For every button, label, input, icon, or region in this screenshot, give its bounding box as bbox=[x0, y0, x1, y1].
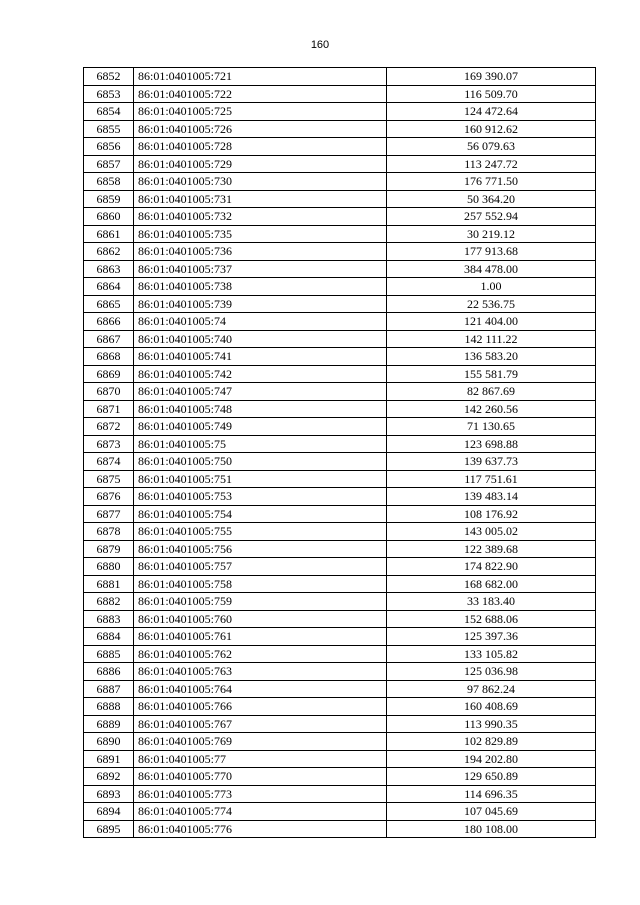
cadastral-number-cell: 86:01:0401005:748 bbox=[134, 400, 387, 418]
cadastral-number-cell: 86:01:0401005:770 bbox=[134, 768, 387, 786]
row-number-cell: 6895 bbox=[84, 820, 134, 838]
value-cell: 160 912.62 bbox=[387, 120, 596, 138]
row-number-cell: 6864 bbox=[84, 278, 134, 296]
cadastral-number-cell: 86:01:0401005:760 bbox=[134, 610, 387, 628]
cadastral-number-cell: 86:01:0401005:761 bbox=[134, 628, 387, 646]
row-number-cell: 6860 bbox=[84, 208, 134, 226]
table-row bbox=[84, 383, 596, 401]
cadastral-number-cell: 86:01:0401005:754 bbox=[134, 505, 387, 523]
table-row bbox=[84, 295, 596, 313]
value-cell: 124 472.64 bbox=[387, 103, 596, 121]
registry-table-body bbox=[84, 68, 596, 838]
row-number-cell: 6881 bbox=[84, 575, 134, 593]
value-cell: 123 698.88 bbox=[387, 435, 596, 453]
value-cell: 102 829.89 bbox=[387, 733, 596, 751]
cadastral-number-cell: 86:01:0401005:762 bbox=[134, 645, 387, 663]
row-number-cell: 6858 bbox=[84, 173, 134, 191]
table-row bbox=[84, 680, 596, 698]
value-cell: 108 176.92 bbox=[387, 505, 596, 523]
cadastral-number-cell: 86:01:0401005:725 bbox=[134, 103, 387, 121]
table-row bbox=[84, 400, 596, 418]
table-row bbox=[84, 593, 596, 611]
cadastral-number-cell: 86:01:0401005:737 bbox=[134, 260, 387, 278]
table-row bbox=[84, 190, 596, 208]
cadastral-number-cell: 86:01:0401005:758 bbox=[134, 575, 387, 593]
row-number-cell: 6866 bbox=[84, 313, 134, 331]
table-row bbox=[84, 278, 596, 296]
table-row bbox=[84, 733, 596, 751]
row-number-cell: 6891 bbox=[84, 750, 134, 768]
table-row bbox=[84, 575, 596, 593]
value-cell: 125 036.98 bbox=[387, 663, 596, 681]
row-number-cell: 6877 bbox=[84, 505, 134, 523]
cadastral-number-cell: 86:01:0401005:722 bbox=[134, 85, 387, 103]
cadastral-number-cell: 86:01:0401005:730 bbox=[134, 173, 387, 191]
value-cell: 107 045.69 bbox=[387, 803, 596, 821]
row-number-cell: 6871 bbox=[84, 400, 134, 418]
table-row bbox=[84, 243, 596, 261]
value-cell: 114 696.35 bbox=[387, 785, 596, 803]
table-row bbox=[84, 435, 596, 453]
value-cell: 139 637.73 bbox=[387, 453, 596, 471]
table-row bbox=[84, 103, 596, 121]
row-number-cell: 6886 bbox=[84, 663, 134, 681]
row-number-cell: 6892 bbox=[84, 768, 134, 786]
table-row bbox=[84, 768, 596, 786]
table-row bbox=[84, 418, 596, 436]
value-cell: 129 650.89 bbox=[387, 768, 596, 786]
row-number-cell: 6894 bbox=[84, 803, 134, 821]
value-cell: 174 822.90 bbox=[387, 558, 596, 576]
cadastral-number-cell: 86:01:0401005:756 bbox=[134, 540, 387, 558]
cadastral-number-cell: 86:01:0401005:747 bbox=[134, 383, 387, 401]
value-cell: 33 183.40 bbox=[387, 593, 596, 611]
table-row bbox=[84, 645, 596, 663]
value-cell: 194 202.80 bbox=[387, 750, 596, 768]
value-cell: 117 751.61 bbox=[387, 470, 596, 488]
table-row bbox=[84, 750, 596, 768]
value-cell: 122 389.68 bbox=[387, 540, 596, 558]
row-number-cell: 6867 bbox=[84, 330, 134, 348]
value-cell: 133 105.82 bbox=[387, 645, 596, 663]
table-row bbox=[84, 663, 596, 681]
table-row bbox=[84, 610, 596, 628]
value-cell: 177 913.68 bbox=[387, 243, 596, 261]
cadastral-number-cell: 86:01:0401005:741 bbox=[134, 348, 387, 366]
row-number-cell: 6876 bbox=[84, 488, 134, 506]
table-row bbox=[84, 453, 596, 471]
table-row bbox=[84, 628, 596, 646]
row-number-cell: 6857 bbox=[84, 155, 134, 173]
table-row bbox=[84, 173, 596, 191]
cadastral-number-cell: 86:01:0401005:764 bbox=[134, 680, 387, 698]
value-cell: 155 581.79 bbox=[387, 365, 596, 383]
cadastral-number-cell: 86:01:0401005:740 bbox=[134, 330, 387, 348]
value-cell: 116 509.70 bbox=[387, 85, 596, 103]
table-row bbox=[84, 348, 596, 366]
row-number-cell: 6854 bbox=[84, 103, 134, 121]
value-cell: 82 867.69 bbox=[387, 383, 596, 401]
value-cell: 71 130.65 bbox=[387, 418, 596, 436]
row-number-cell: 6890 bbox=[84, 733, 134, 751]
registry-table bbox=[83, 67, 596, 838]
row-number-cell: 6879 bbox=[84, 540, 134, 558]
row-number-cell: 6873 bbox=[84, 435, 134, 453]
table-row bbox=[84, 138, 596, 156]
value-cell: 180 108.00 bbox=[387, 820, 596, 838]
value-cell: 152 688.06 bbox=[387, 610, 596, 628]
row-number-cell: 6859 bbox=[84, 190, 134, 208]
value-cell: 136 583.20 bbox=[387, 348, 596, 366]
table-row bbox=[84, 330, 596, 348]
value-cell: 142 111.22 bbox=[387, 330, 596, 348]
cadastral-number-cell: 86:01:0401005:749 bbox=[134, 418, 387, 436]
value-cell: 125 397.36 bbox=[387, 628, 596, 646]
value-cell: 168 682.00 bbox=[387, 575, 596, 593]
row-number-cell: 6856 bbox=[84, 138, 134, 156]
cadastral-number-cell: 86:01:0401005:728 bbox=[134, 138, 387, 156]
value-cell: 176 771.50 bbox=[387, 173, 596, 191]
table-row bbox=[84, 698, 596, 716]
row-number-cell: 6882 bbox=[84, 593, 134, 611]
row-number-cell: 6855 bbox=[84, 120, 134, 138]
cadastral-number-cell: 86:01:0401005:773 bbox=[134, 785, 387, 803]
value-cell: 143 005.02 bbox=[387, 523, 596, 541]
row-number-cell: 6861 bbox=[84, 225, 134, 243]
row-number-cell: 6872 bbox=[84, 418, 134, 436]
cadastral-number-cell: 86:01:0401005:75 bbox=[134, 435, 387, 453]
table-row bbox=[84, 540, 596, 558]
table-row bbox=[84, 260, 596, 278]
table-row bbox=[84, 558, 596, 576]
cadastral-number-cell: 86:01:0401005:767 bbox=[134, 715, 387, 733]
value-cell: 121 404.00 bbox=[387, 313, 596, 331]
table-row bbox=[84, 155, 596, 173]
row-number-cell: 6883 bbox=[84, 610, 134, 628]
cadastral-number-cell: 86:01:0401005:736 bbox=[134, 243, 387, 261]
row-number-cell: 6889 bbox=[84, 715, 134, 733]
row-number-cell: 6885 bbox=[84, 645, 134, 663]
cadastral-number-cell: 86:01:0401005:776 bbox=[134, 820, 387, 838]
value-cell: 30 219.12 bbox=[387, 225, 596, 243]
cadastral-number-cell: 86:01:0401005:74 bbox=[134, 313, 387, 331]
cadastral-number-cell: 86:01:0401005:721 bbox=[134, 68, 387, 86]
row-number-cell: 6884 bbox=[84, 628, 134, 646]
cadastral-number-cell: 86:01:0401005:755 bbox=[134, 523, 387, 541]
table-row bbox=[84, 803, 596, 821]
table-row bbox=[84, 85, 596, 103]
cadastral-number-cell: 86:01:0401005:751 bbox=[134, 470, 387, 488]
row-number-cell: 6868 bbox=[84, 348, 134, 366]
cadastral-number-cell: 86:01:0401005:738 bbox=[134, 278, 387, 296]
cadastral-number-cell: 86:01:0401005:739 bbox=[134, 295, 387, 313]
row-number-cell: 6862 bbox=[84, 243, 134, 261]
cadastral-number-cell: 86:01:0401005:735 bbox=[134, 225, 387, 243]
cadastral-number-cell: 86:01:0401005:731 bbox=[134, 190, 387, 208]
value-cell: 50 364.20 bbox=[387, 190, 596, 208]
table-row bbox=[84, 365, 596, 383]
row-number-cell: 6887 bbox=[84, 680, 134, 698]
cadastral-number-cell: 86:01:0401005:769 bbox=[134, 733, 387, 751]
cadastral-number-cell: 86:01:0401005:774 bbox=[134, 803, 387, 821]
row-number-cell: 6880 bbox=[84, 558, 134, 576]
cadastral-number-cell: 86:01:0401005:753 bbox=[134, 488, 387, 506]
table-row bbox=[84, 505, 596, 523]
value-cell: 160 408.69 bbox=[387, 698, 596, 716]
table-row bbox=[84, 785, 596, 803]
value-cell: 384 478.00 bbox=[387, 260, 596, 278]
value-cell: 113 990.35 bbox=[387, 715, 596, 733]
value-cell: 169 390.07 bbox=[387, 68, 596, 86]
row-number-cell: 6853 bbox=[84, 85, 134, 103]
row-number-cell: 6869 bbox=[84, 365, 134, 383]
value-cell: 142 260.56 bbox=[387, 400, 596, 418]
row-number-cell: 6893 bbox=[84, 785, 134, 803]
row-number-cell: 6865 bbox=[84, 295, 134, 313]
value-cell: 1.00 bbox=[387, 278, 596, 296]
value-cell: 139 483.14 bbox=[387, 488, 596, 506]
value-cell: 22 536.75 bbox=[387, 295, 596, 313]
table-row bbox=[84, 523, 596, 541]
table-row bbox=[84, 715, 596, 733]
value-cell: 97 862.24 bbox=[387, 680, 596, 698]
value-cell: 56 079.63 bbox=[387, 138, 596, 156]
row-number-cell: 6888 bbox=[84, 698, 134, 716]
row-number-cell: 6878 bbox=[84, 523, 134, 541]
cadastral-number-cell: 86:01:0401005:729 bbox=[134, 155, 387, 173]
cadastral-number-cell: 86:01:0401005:766 bbox=[134, 698, 387, 716]
table-row bbox=[84, 68, 596, 86]
cadastral-number-cell: 86:01:0401005:763 bbox=[134, 663, 387, 681]
cadastral-number-cell: 86:01:0401005:759 bbox=[134, 593, 387, 611]
value-cell: 113 247.72 bbox=[387, 155, 596, 173]
table-row bbox=[84, 225, 596, 243]
page-number: 160 bbox=[310, 39, 330, 51]
table-row bbox=[84, 120, 596, 138]
cadastral-number-cell: 86:01:0401005:77 bbox=[134, 750, 387, 768]
cadastral-number-cell: 86:01:0401005:757 bbox=[134, 558, 387, 576]
cadastral-number-cell: 86:01:0401005:750 bbox=[134, 453, 387, 471]
table-row bbox=[84, 208, 596, 226]
row-number-cell: 6863 bbox=[84, 260, 134, 278]
row-number-cell: 6874 bbox=[84, 453, 134, 471]
cadastral-number-cell: 86:01:0401005:732 bbox=[134, 208, 387, 226]
cadastral-number-cell: 86:01:0401005:742 bbox=[134, 365, 387, 383]
row-number-cell: 6875 bbox=[84, 470, 134, 488]
table-row bbox=[84, 313, 596, 331]
table-row bbox=[84, 820, 596, 838]
row-number-cell: 6870 bbox=[84, 383, 134, 401]
row-number-cell: 6852 bbox=[84, 68, 134, 86]
value-cell: 257 552.94 bbox=[387, 208, 596, 226]
cadastral-number-cell: 86:01:0401005:726 bbox=[134, 120, 387, 138]
table-row bbox=[84, 488, 596, 506]
table-row bbox=[84, 470, 596, 488]
